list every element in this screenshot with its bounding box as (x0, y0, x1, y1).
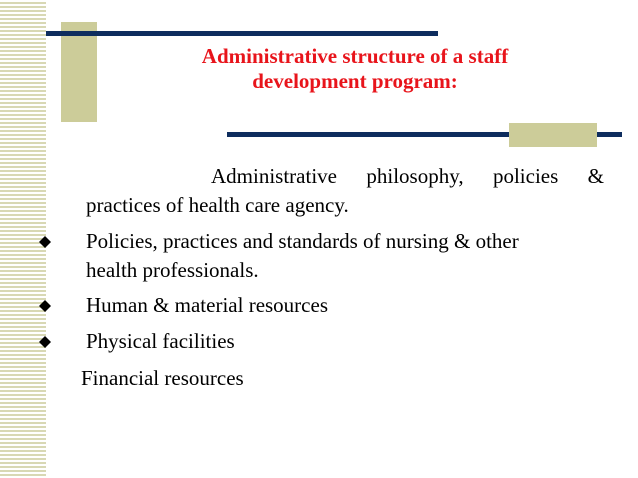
list-item: practices of health care agency. (86, 193, 349, 217)
list-item: Administrative philosophy, policies & (211, 164, 604, 188)
list-item: Human & material resources (86, 293, 328, 317)
slide-title-line-1: Administrative structure of a staff (201, 44, 509, 68)
diamond-bullet-icon (39, 300, 51, 312)
list-item: Financial resources (81, 366, 244, 390)
list-item: Policies, practices and standards of nursing & other (86, 229, 519, 253)
list-item: health professionals. (86, 258, 259, 282)
list-item: Physical facilities (86, 329, 235, 353)
diamond-bullet-icon (39, 236, 51, 248)
slide-title-line-2: development program: (252, 69, 458, 93)
diamond-bullet-icon (39, 336, 51, 348)
